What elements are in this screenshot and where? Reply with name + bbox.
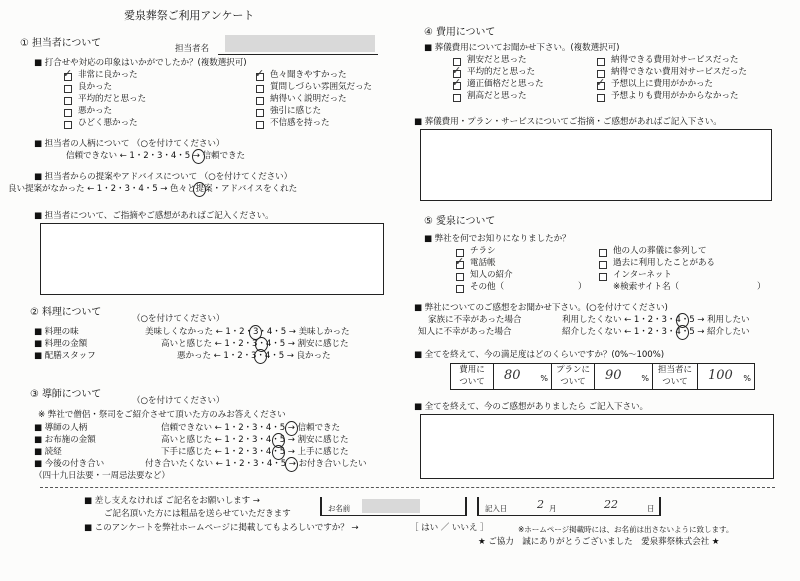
option-label: ※検索サイト名（: [613, 282, 679, 292]
s1-q1: ■ 打合せや対応の印象はいかがでしたか？(複数選択可): [34, 58, 247, 68]
s3-row-label: ■ お布施の金額: [34, 435, 96, 445]
s5-q2-scale: 紹介したくない ← 1・2・3・4・5 → 紹介したい: [562, 327, 750, 337]
selection-circle: [285, 421, 298, 436]
checkbox[interactable]: [64, 85, 72, 93]
option-label: 良かった: [78, 82, 112, 92]
s2-row-scale: 悪かった ← 1・2・3・4・5 → 良かった: [177, 351, 331, 361]
thanks-line: ★ ご協力 誠にありがとうございました 愛泉葬祭株式会社 ★: [478, 537, 720, 547]
s3-row-label: ■ 導師の人柄: [34, 423, 88, 433]
selection-circle: [676, 325, 689, 340]
option-label: 悪かった: [78, 106, 112, 116]
footer-line1: ■ 差し支えなければ ご記名をお願いします →: [84, 496, 260, 506]
s2-row-label: ■ 料理の味: [34, 327, 79, 337]
checkbox[interactable]: [599, 261, 607, 269]
s3-row-scale: 信頼できない ← 1・2・3・4・5 → 信頼できた: [161, 423, 340, 433]
option-label: 知人の紹介: [470, 270, 513, 280]
s2-row-label: ■ 配膳スタッフ: [34, 351, 96, 361]
s2-note: （○を付けてください）: [132, 314, 225, 324]
s3-row-label: ■ 今後の付き合い: [34, 459, 105, 469]
section2-heading: ② 料理について: [30, 307, 102, 318]
s3-subnote: ※ 弊社で僧侶・祭司をご紹介させて頂いた方のみお答えください: [38, 410, 286, 420]
section1-heading: ① 担当者について: [20, 38, 102, 49]
checkbox[interactable]: [456, 273, 464, 281]
staff-name-label: 担当者名: [175, 44, 209, 54]
checkbox[interactable]: [64, 109, 72, 117]
footer-line2: ご記名頂いた方には粗品を送らせていただきます: [104, 509, 291, 519]
close-paren: ）: [757, 282, 766, 292]
checkmark-icon: ✓: [452, 76, 462, 89]
yes-no-choice[interactable]: ［ はい ／ いいえ ］: [410, 523, 489, 533]
checkbox[interactable]: [453, 94, 461, 102]
sat-value: 100: [708, 368, 733, 383]
option-label: 電話帳: [470, 258, 496, 268]
s4-comment-box[interactable]: [420, 129, 772, 201]
sat-pct: %: [743, 374, 751, 383]
s5-q3: ■ 全てを終えて、今の満足度はどのくらいですか？(0%〜100%): [414, 350, 664, 360]
s5-q4: ■ 全てを終えて、今のご感想がありましたら ご記入下さい。: [414, 402, 648, 412]
month-value: 2: [537, 498, 544, 511]
s4-q2: ■ 葬儀費用・プラン・サービスについてご指摘・ご感想があればご記入下さい。: [414, 117, 722, 127]
s2-row-label: ■ 料理の金額: [34, 339, 88, 349]
footer-line3: ■ このアンケートを弊社ホームページに掲載してもよろしいですか？ →: [84, 523, 359, 533]
s3-last: （四十九日法要・一周忌法要など）: [34, 471, 170, 481]
checkbox[interactable]: [64, 97, 72, 105]
checkbox[interactable]: [456, 285, 464, 293]
option-label: 過去に利用したことがある: [613, 258, 715, 268]
checkmark-icon: ✓: [596, 76, 606, 89]
section4-heading: ④ 費用について: [424, 27, 496, 38]
section5-heading: ⑤ 愛泉について: [424, 216, 496, 227]
selection-circle: [272, 445, 285, 460]
option-label: 質問しづらい雰囲気だった: [270, 82, 372, 92]
checkbox[interactable]: [599, 249, 607, 257]
close-paren: ）: [578, 282, 587, 292]
checkbox[interactable]: [256, 97, 264, 105]
redacted-name: [362, 499, 420, 513]
sat-cell[interactable]: [494, 364, 552, 389]
option-label: チラシ: [470, 246, 496, 256]
checkmark-icon: ✓: [255, 67, 265, 80]
sat-label: 担当者に ついて: [653, 364, 698, 389]
checkbox[interactable]: [256, 109, 264, 117]
sat-label: プランに ついて: [552, 364, 595, 389]
sat-value: 90: [605, 368, 622, 383]
option-label: 適正価格だと思った: [467, 79, 544, 89]
selection-circle: [192, 149, 205, 164]
s1-q3-scale: 良い提案がなかった ← 1・2・3・4・5 → 色々と提案・アドバイスをくれた: [8, 184, 298, 194]
s5-q1: ■ 弊社を何でお知りになりましたか？: [424, 234, 571, 244]
sat-pct: %: [641, 374, 649, 383]
option-label: 納得できる費用対サービスだった: [611, 55, 739, 65]
checkbox[interactable]: [256, 85, 264, 93]
selection-circle: [193, 182, 206, 197]
s5-q2-label: 知人に不幸があった場合: [418, 327, 512, 337]
checkbox[interactable]: [64, 121, 72, 129]
s3-row-scale: 下手に感じた ← 1・2・3・4・5 → 上手に感じた: [161, 447, 349, 457]
option-label: 非常に良かった: [78, 70, 138, 80]
date-label: 記入日: [485, 504, 508, 513]
staff-name-line: [218, 54, 378, 55]
option-label: 平均的だと思った: [467, 67, 535, 77]
s5-q2-scale: 利用したくない ← 1・2・3・4・5 → 利用したい: [562, 315, 750, 325]
checkmark-icon: ✓: [452, 64, 462, 77]
option-label: その他（: [470, 282, 504, 292]
s2-row-scale: 美味しくなかった ← 1・2・3・4・5 → 美味しかった: [145, 327, 350, 337]
s1-q2: ■ 担当者の人柄について （○を付けてください）: [34, 139, 225, 149]
section3-heading: ③ 導師について: [30, 389, 102, 400]
satisfaction-table: [450, 363, 755, 390]
s3-row-scale: 付き合いたくない ← 1・2・3・4・5 → お付き合いしたい: [145, 459, 367, 469]
option-label: 納得いく説明だった: [270, 94, 347, 104]
option-label: 平均的だと思った: [78, 94, 146, 104]
s5-comment-box[interactable]: [420, 414, 774, 479]
s3-note: （○を付けてください）: [132, 396, 225, 406]
day-value: 22: [604, 498, 618, 511]
s3-row-label: ■ 読経: [34, 447, 62, 457]
s1-q3: ■ 担当者からの提案やアドバイスについて （○を付けてください）: [34, 172, 293, 182]
option-label: 不信感を持った: [270, 118, 330, 128]
selection-circle: [254, 349, 267, 364]
sat-value: 80: [504, 368, 521, 383]
s1-q2-scale: 信頼できない ← 1・2・3・4・5 → 信頼できた: [66, 151, 245, 161]
option-label: 強引に感じた: [270, 106, 321, 116]
sat-cell[interactable]: [698, 364, 754, 389]
s1-q4: ■ 担当者について、ご指摘やご感想があればご記入ください。: [34, 211, 274, 221]
redacted-staff-name: [225, 35, 375, 52]
s4-q1: ■ 葬儀費用についてお聞かせ下さい。(複数選択可): [424, 43, 620, 53]
s5-q2: ■ 弊社についてのご感想をお聞かせ下さい。(○を付けてください): [414, 303, 668, 313]
option-label: 色々聞きやすかった: [270, 70, 347, 80]
option-label: 納得できない費用対サービスだった: [611, 67, 747, 77]
selection-circle: [285, 457, 298, 472]
checkbox[interactable]: [597, 58, 605, 66]
checkbox[interactable]: [599, 273, 607, 281]
day-unit: 日: [647, 504, 655, 513]
option-label: ひどく悪かった: [78, 118, 138, 128]
s3-row-scale: 高いと感じた ← 1・2・3・4・5 → 割安に感じた: [161, 435, 349, 445]
option-label: 予想以上に費用がかかった: [611, 79, 713, 89]
checkbox[interactable]: [597, 94, 605, 102]
sat-label: 費用に ついて: [451, 364, 494, 389]
s1-comment-box[interactable]: [40, 223, 384, 295]
checkmark-icon: ✓: [63, 67, 73, 80]
sat-cell[interactable]: [595, 364, 653, 389]
divider: [40, 487, 775, 488]
web-note: ※ホームページ掲載時には、お名前は出さないように致します。: [518, 525, 734, 534]
option-label: インターネット: [613, 270, 672, 280]
checkmark-icon: ✓: [455, 255, 465, 268]
option-label: 他の人の葬儀に参列して: [613, 246, 707, 256]
survey-title: 愛泉葬祭ご利用アンケート: [124, 9, 255, 22]
sat-pct: %: [540, 374, 548, 383]
name-label: お名前: [328, 504, 351, 513]
option-label: 割安だと思った: [467, 55, 527, 65]
option-label: 割高だと思った: [467, 91, 527, 101]
s5-q2-label: 家族に不幸があった場合: [428, 315, 522, 325]
option-label: 予想よりも費用がかからなかった: [611, 91, 739, 101]
checkbox[interactable]: [256, 121, 264, 129]
month-unit: 月: [549, 504, 557, 513]
s2-row-scale: 高いと感じた ← 1・2・3・4・5 → 割安に感じた: [161, 339, 349, 349]
